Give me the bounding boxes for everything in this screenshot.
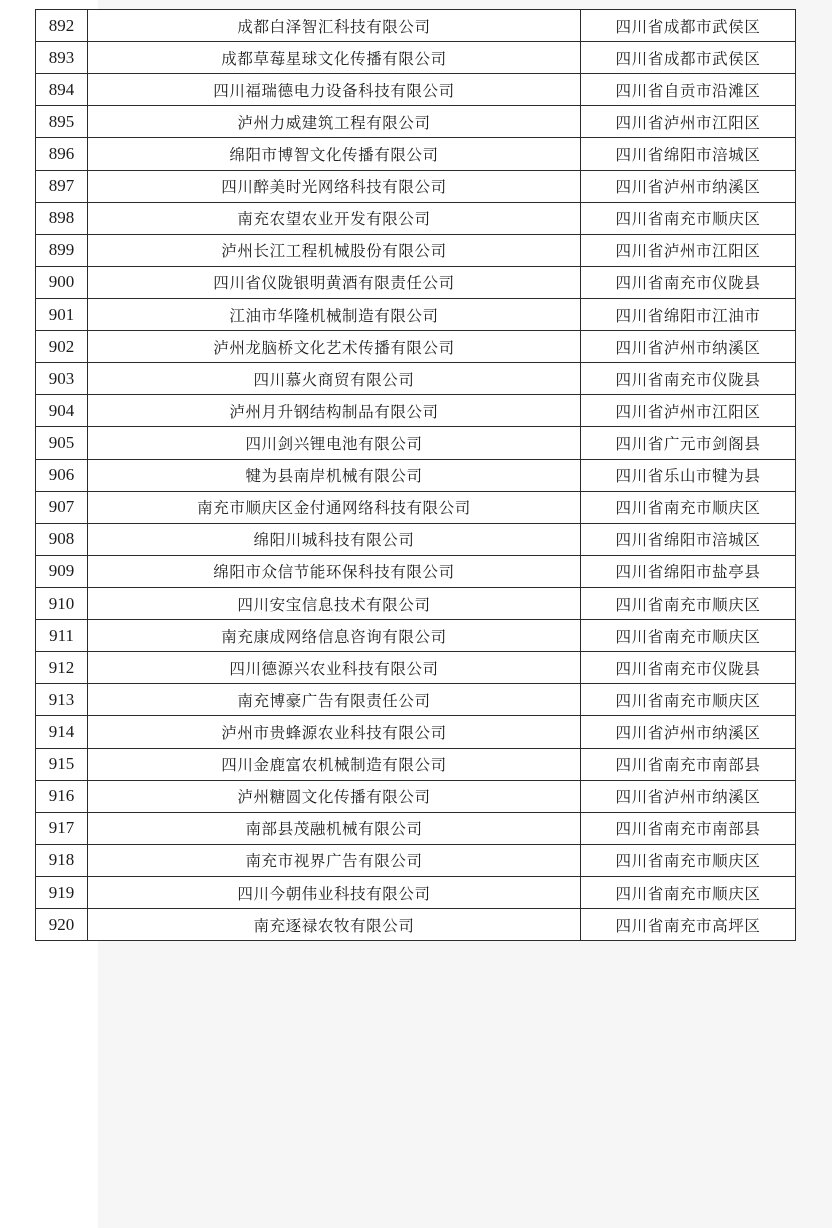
table-row xyxy=(36,42,796,74)
table-row xyxy=(36,523,796,555)
table-row xyxy=(36,74,796,106)
company-location: 四川省乐山市犍为县 xyxy=(581,459,796,491)
row-number: 904 xyxy=(36,395,88,427)
company-name: 南充市视界广告有限公司 xyxy=(88,844,581,876)
company-name: 泸州龙脑桥文化艺术传播有限公司 xyxy=(88,331,581,363)
company-location: 四川省泸州市江阳区 xyxy=(581,395,796,427)
table-row xyxy=(36,587,796,619)
table-row xyxy=(36,266,796,298)
row-number: 917 xyxy=(36,812,88,844)
company-name: 泸州长江工程机械股份有限公司 xyxy=(88,234,581,266)
row-number: 913 xyxy=(36,684,88,716)
company-location: 四川省成都市武侯区 xyxy=(581,42,796,74)
company-name: 南充康成网络信息咨询有限公司 xyxy=(88,620,581,652)
company-location: 四川省南充市顺庆区 xyxy=(581,620,796,652)
table-row xyxy=(36,555,796,587)
row-number: 910 xyxy=(36,587,88,619)
company-location: 四川省成都市武侯区 xyxy=(581,10,796,42)
company-location: 四川省绵阳市涪城区 xyxy=(581,138,796,170)
table-row xyxy=(36,620,796,652)
company-name: 南充农望农业开发有限公司 xyxy=(88,202,581,234)
company-location: 四川省南充市顺庆区 xyxy=(581,202,796,234)
row-number: 901 xyxy=(36,298,88,330)
company-location: 四川省南充市顺庆区 xyxy=(581,684,796,716)
table-row xyxy=(36,459,796,491)
table-row xyxy=(36,395,796,427)
table-row xyxy=(36,812,796,844)
row-number: 903 xyxy=(36,363,88,395)
company-name: 绵阳市博智文化传播有限公司 xyxy=(88,138,581,170)
company-name: 四川剑兴锂电池有限公司 xyxy=(88,427,581,459)
row-number: 905 xyxy=(36,427,88,459)
company-name: 四川醉美时光网络科技有限公司 xyxy=(88,170,581,202)
table-row xyxy=(36,491,796,523)
company-location: 四川省绵阳市江油市 xyxy=(581,298,796,330)
row-number: 899 xyxy=(36,234,88,266)
row-number: 892 xyxy=(36,10,88,42)
company-name: 四川金鹿富农机械制造有限公司 xyxy=(88,748,581,780)
company-name: 南部县茂融机械有限公司 xyxy=(88,812,581,844)
company-location: 四川省绵阳市盐亭县 xyxy=(581,555,796,587)
company-name: 南充市顺庆区金付通网络科技有限公司 xyxy=(88,491,581,523)
company-name: 泸州力威建筑工程有限公司 xyxy=(88,106,581,138)
company-location: 四川省泸州市纳溪区 xyxy=(581,716,796,748)
company-list-table xyxy=(35,9,796,941)
row-number: 902 xyxy=(36,331,88,363)
company-name: 四川安宝信息技术有限公司 xyxy=(88,587,581,619)
company-location: 四川省泸州市纳溪区 xyxy=(581,331,796,363)
company-location: 四川省南充市南部县 xyxy=(581,748,796,780)
row-number: 915 xyxy=(36,748,88,780)
company-location: 四川省泸州市江阳区 xyxy=(581,106,796,138)
company-location: 四川省泸州市江阳区 xyxy=(581,234,796,266)
company-name: 成都草莓星球文化传播有限公司 xyxy=(88,42,581,74)
company-location: 四川省泸州市纳溪区 xyxy=(581,170,796,202)
company-location: 四川省南充市南部县 xyxy=(581,812,796,844)
company-location: 四川省南充市顺庆区 xyxy=(581,844,796,876)
row-number: 900 xyxy=(36,266,88,298)
table-row xyxy=(36,202,796,234)
table-row xyxy=(36,844,796,876)
company-name: 绵阳市众信节能环保科技有限公司 xyxy=(88,555,581,587)
row-number: 897 xyxy=(36,170,88,202)
row-number: 909 xyxy=(36,555,88,587)
table-row xyxy=(36,298,796,330)
table-row xyxy=(36,363,796,395)
row-number: 914 xyxy=(36,716,88,748)
company-name: 泸州糖圆文化传播有限公司 xyxy=(88,780,581,812)
company-location: 四川省泸州市纳溪区 xyxy=(581,780,796,812)
table-row xyxy=(36,909,796,941)
row-number: 919 xyxy=(36,876,88,908)
row-number: 893 xyxy=(36,42,88,74)
company-location: 四川省南充市仪陇县 xyxy=(581,266,796,298)
company-name: 四川德源兴农业科技有限公司 xyxy=(88,652,581,684)
row-number: 906 xyxy=(36,459,88,491)
row-number: 916 xyxy=(36,780,88,812)
table-row xyxy=(36,748,796,780)
row-number: 918 xyxy=(36,844,88,876)
row-number: 896 xyxy=(36,138,88,170)
table-row xyxy=(36,234,796,266)
company-name: 江油市华隆机械制造有限公司 xyxy=(88,298,581,330)
row-number: 920 xyxy=(36,909,88,941)
row-number: 898 xyxy=(36,202,88,234)
table-row xyxy=(36,331,796,363)
table-row xyxy=(36,652,796,684)
company-location: 四川省南充市高坪区 xyxy=(581,909,796,941)
table-row xyxy=(36,684,796,716)
company-location: 四川省南充市顺庆区 xyxy=(581,587,796,619)
table-row xyxy=(36,780,796,812)
company-name: 犍为县南岸机械有限公司 xyxy=(88,459,581,491)
row-number: 907 xyxy=(36,491,88,523)
company-location: 四川省南充市仪陇县 xyxy=(581,363,796,395)
table-row xyxy=(36,170,796,202)
company-name: 四川今朝伟业科技有限公司 xyxy=(88,876,581,908)
table-row xyxy=(36,106,796,138)
company-name: 泸州月升钢结构制品有限公司 xyxy=(88,395,581,427)
company-name: 四川福瑞德电力设备科技有限公司 xyxy=(88,74,581,106)
company-name: 成都白泽智汇科技有限公司 xyxy=(88,10,581,42)
company-location: 四川省自贡市沿滩区 xyxy=(581,74,796,106)
table-row xyxy=(36,10,796,42)
row-number: 911 xyxy=(36,620,88,652)
table-row xyxy=(36,138,796,170)
company-name: 泸州市贵蜂源农业科技有限公司 xyxy=(88,716,581,748)
company-location: 四川省南充市顺庆区 xyxy=(581,491,796,523)
table-row xyxy=(36,716,796,748)
table-row xyxy=(36,876,796,908)
row-number: 895 xyxy=(36,106,88,138)
company-name: 南充博豪广告有限责任公司 xyxy=(88,684,581,716)
company-location: 四川省南充市顺庆区 xyxy=(581,876,796,908)
company-location: 四川省广元市剑阁县 xyxy=(581,427,796,459)
company-location: 四川省南充市仪陇县 xyxy=(581,652,796,684)
company-name: 南充逐禄农牧有限公司 xyxy=(88,909,581,941)
company-name: 四川省仪陇银明黄酒有限责任公司 xyxy=(88,266,581,298)
row-number: 894 xyxy=(36,74,88,106)
row-number: 908 xyxy=(36,523,88,555)
row-number: 912 xyxy=(36,652,88,684)
company-location: 四川省绵阳市涪城区 xyxy=(581,523,796,555)
table-row xyxy=(36,427,796,459)
company-name: 四川慕火商贸有限公司 xyxy=(88,363,581,395)
company-name: 绵阳川城科技有限公司 xyxy=(88,523,581,555)
